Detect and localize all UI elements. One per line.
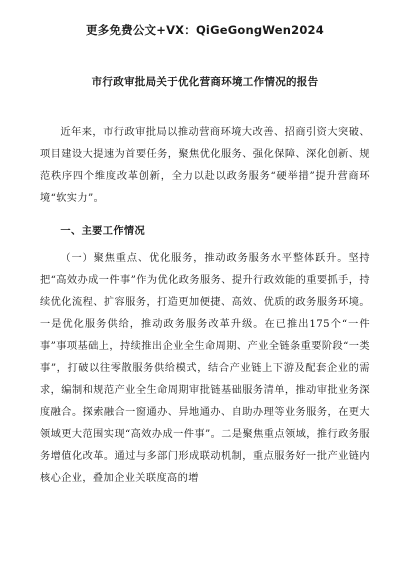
section-heading-1: 一、主要工作情况 [60, 226, 146, 237]
intro-paragraph: 近年来，市行政审批局以推动营商环境大改善、招商引资大突破、项目建设大提速为首要任务，聚焦优化服务、强化保障、深化创新、规范秩序四个维度改革创新，全力以赴以政务服务“硬举措”提升营商环境“软实力”。 [40, 127, 370, 204]
section-1-paragraph: （一）聚焦重点、优化服务，推动政务服务水平整体跃升。坚持把“高效办成一件事”作为优化政务服务、提升行政效能的重要抓手，持续优化流程、扩容服务，打造更加便捷、高效、优质的政务服务环境。一是优化服务供给，推动政务服务改革升级。在已推出175个“一件事”事项基础上，持续推出企业全生命周期、产业全链条重要阶段“一类事”，打破以往零散服务供给模式，结合产业链上下游及配套企业的需求，编制和规范产业全生命周期审批链基础服务清单，推动审批业务深度融合。探索融合一窗通办、异地通办、自助办理等业务服务，在更大领域更大范围实现“高效办成一件事”。二是聚焦重点领域，推行政务服务增值化改革。通过与多部门形成联动机制，重点服务好一批产业链内核心企业，叠加企业关联度高的增 [40, 253, 370, 484]
document-title: 市行政审批局关于优化营商环境工作情况的报告 [91, 76, 319, 88]
promo-header: 更多免费公文+VX：QiGeGongWen2024 [86, 23, 324, 37]
